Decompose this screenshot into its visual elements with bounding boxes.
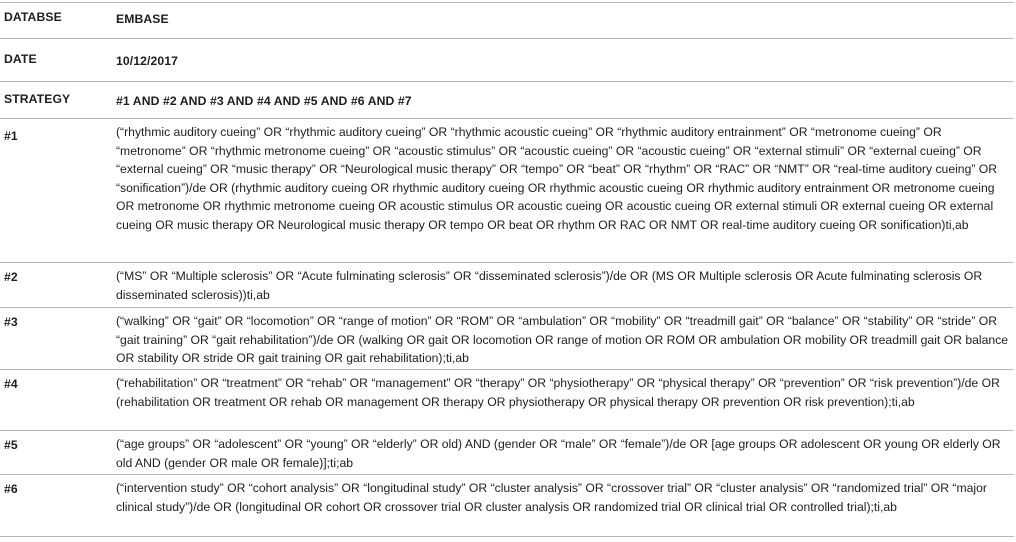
row-value: (“rehabilitation” OR “treatment” OR “rehab” OR “management” OR “therapy” OR “physiotherapy” OR “physical therapy” OR “prevention” OR “risk prevention”)/de OR (rehabilitation OR treatment OR rehab OR management OR therapy OR physiotherapy OR physical therapy OR prevention OR risk prevention);ti,ab: [116, 376, 1000, 409]
row-value: (“rhythmic auditory cueing” OR “rhythmic auditory cueing” OR “rhythmic acoustic cueing” OR “rhythmic auditory entrainment” OR “metronome cueing” OR “metronome” OR “rhythmic metronome cueing” OR “acoustic stimulus” OR “acoustic cueing” OR “acoustic cueing” OR “external stimuli” OR “external cueing” OR “external cueing” OR “music therapy” OR “Neurological music therapy” OR “tempo” OR “beat” OR “rhythm” OR “RAC” OR “NMT” OR “real-time auditory cueing” OR “sonification”)/de OR (rhythmic auditory cueing OR rhythmic auditory cueing OR rhythmic acoustic cueing OR rhythmic auditory entrainment OR metronome cueing OR metronome OR rhythmic metronome cueing OR acoustic stimulus OR acoustic cueing OR acoustic cueing OR external stimuli OR external cueing OR external cueing OR music therapy OR Neurological music therapy OR tempo OR beat OR rhythm OR RAC OR NMT OR real-time auditory cueing OR sonification)ti,ab: [116, 125, 998, 232]
row-value: (“walking” OR “gait” OR “locomotion” OR “range of motion” OR “ROM” OR “ambulation” OR “mobility” OR “treadmill gait” OR “balance” OR “stability” OR “stride” OR “gait training” OR “gait rehabilitation”)/de OR (walking OR gait OR locomotion OR range of motion OR ROM OR ambulation OR mobility OR treadmill gait OR balance OR stability OR stride OR gait training OR gait rehabilitation);ti,ab: [116, 314, 1009, 365]
table-row-query-5: [0, 430, 1014, 474]
row-label: #4: [4, 377, 18, 391]
row-value: #1 AND #2 AND #3 AND #4 AND #5 AND #6 AND #7: [116, 94, 412, 108]
table-row-query-2: [0, 262, 1014, 307]
row-label: #6: [4, 482, 18, 496]
table-row-query-1: [0, 118, 1014, 262]
row-value: 10/12/2017: [116, 54, 178, 68]
row-label: #1: [4, 129, 18, 143]
row-label: DATABSE: [4, 10, 62, 24]
table-row-query-6: [0, 474, 1014, 537]
row-value: EMBASE: [116, 12, 169, 26]
table-row-database: [0, 2, 1014, 38]
table-row-query-4: [0, 369, 1014, 430]
row-label: STRATEGY: [4, 92, 71, 106]
table-row-strategy: [0, 81, 1014, 118]
row-label: DATE: [4, 52, 37, 66]
row-value: (“MS” OR “Multiple sclerosis” OR “Acute fulminating sclerosis” OR “disseminated sclerosis”)/de OR (MS OR Multiple sclerosis OR Acute fulminating sclerosis OR disseminated sclerosis))ti,ab: [116, 269, 983, 302]
row-value: (“age groups” OR “adolescent” OR “young” OR “elderly” OR old) AND (gender OR “male” OR “female”)/de OR [age groups OR adolescent OR young OR elderly OR old AND (gender OR male OR female)];ti;ab: [116, 437, 1001, 470]
row-label: #5: [4, 438, 18, 452]
table-row-date: [0, 38, 1014, 81]
row-label: #3: [4, 315, 18, 329]
table-row-query-3: [0, 307, 1014, 369]
row-label: #2: [4, 270, 18, 284]
row-value: (“intervention study” OR “cohort analysis” OR “longitudinal study” OR “cluster analysis” OR “crossover trial” OR “cluster analysis” OR “randomized trial” OR “major clinical study”)/de OR (longitudinal OR cohort OR crossover trial OR cluster analysis OR randomized trial OR clinical trial OR controlled trial);ti,ab: [116, 481, 987, 514]
